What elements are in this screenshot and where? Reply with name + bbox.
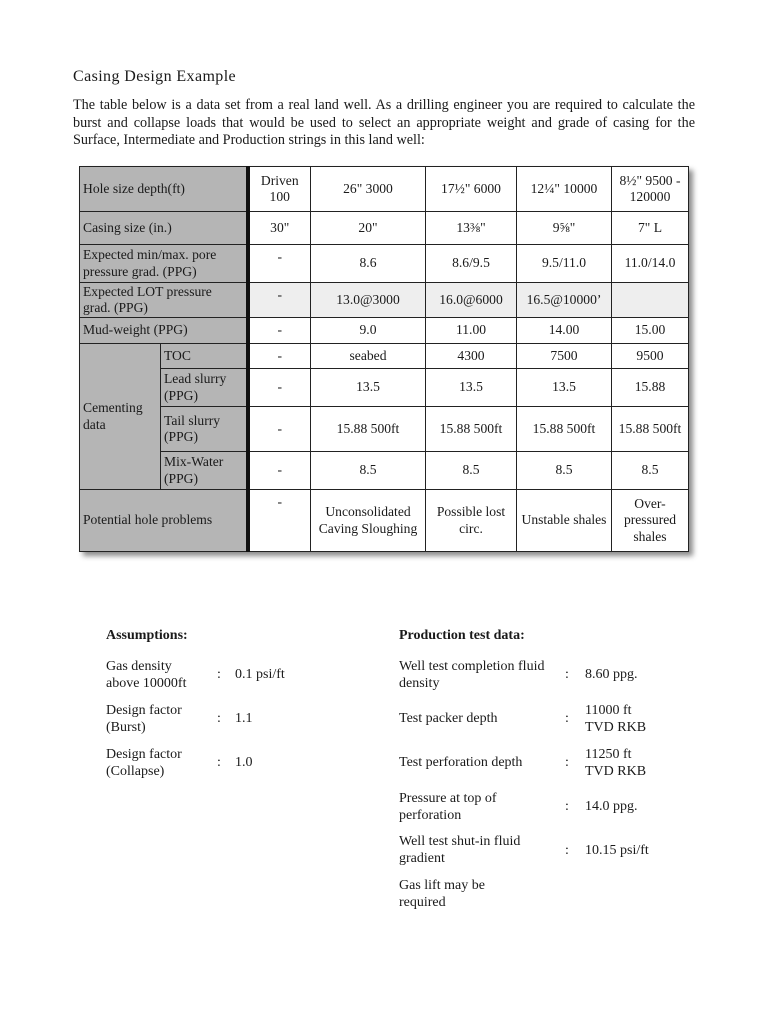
cell-lead-2: 13.5 xyxy=(311,369,426,407)
cell-tail-4: 15.88 500ft xyxy=(517,407,612,452)
table-row-lot-pressure xyxy=(80,283,689,318)
cell-mix-4: 8.5 xyxy=(517,452,612,490)
cell-casing-size-1: 30" xyxy=(248,212,311,245)
assumption-separator: : xyxy=(217,755,221,770)
production-value: 11250 ft TVD RKB xyxy=(585,747,647,779)
assumption-separator: : xyxy=(217,667,221,682)
cell-pore-1: - xyxy=(248,245,311,283)
table-row-problems xyxy=(80,490,689,552)
cell-mix-5: 8.5 xyxy=(612,452,689,490)
cell-lot-1: - xyxy=(248,283,311,318)
table-row-pore-pressure xyxy=(80,245,689,283)
row-label-tail-slurry: Tail slurry (PPG) xyxy=(161,407,248,452)
assumptions-title: Assumptions: xyxy=(106,628,188,643)
row-label-pore-pressure: Expected min/max. pore pressure grad. (PPG) xyxy=(80,245,248,283)
table-row-mud-weight xyxy=(80,318,689,344)
cell-pore-3: 8.6/9.5 xyxy=(426,245,517,283)
assumption-label: Gas density above 10000ft xyxy=(106,659,187,691)
table-row-mix-water xyxy=(80,452,689,490)
production-separator: : xyxy=(565,667,569,682)
cell-pore-5: 11.0/14.0 xyxy=(612,245,689,283)
row-label-cementing: Cementing data xyxy=(80,344,161,490)
production-label: Test perforation depth xyxy=(399,755,523,770)
cell-problems-5: Over-pressured shales xyxy=(612,490,689,552)
row-label-hole-size: Hole size depth(ft) xyxy=(80,167,248,212)
cell-hole-size-4: 12¼" 10000 xyxy=(517,167,612,212)
cell-problems-3: Possible lost circ. xyxy=(426,490,517,552)
cell-mud-5: 15.00 xyxy=(612,318,689,344)
row-label-lot-pressure: Expected LOT pressure grad. (PPG) xyxy=(80,283,248,318)
cell-mix-1: - xyxy=(248,452,311,490)
cell-lead-3: 13.5 xyxy=(426,369,517,407)
cell-hole-size-5: 8½" 9500 - 120000 xyxy=(612,167,689,212)
assumption-label: Design factor (Burst) xyxy=(106,703,182,735)
production-label: Gas lift may be required xyxy=(399,878,485,910)
production-title: Production test data: xyxy=(399,628,525,643)
cell-toc-1: - xyxy=(248,344,311,369)
cell-hole-size-1: Driven 100 xyxy=(248,167,311,212)
assumption-separator: : xyxy=(217,711,221,726)
cell-hole-size-3: 17½" 6000 xyxy=(426,167,517,212)
row-label-casing-size: Casing size (in.) xyxy=(80,212,248,245)
cell-toc-3: 4300 xyxy=(426,344,517,369)
document-title: Casing Design Example xyxy=(73,68,237,85)
cell-toc-4: 7500 xyxy=(517,344,612,369)
production-label: Test packer depth xyxy=(399,711,498,726)
cell-lot-4: 16.5@10000’ xyxy=(517,283,612,318)
intro-paragraph: The table below is a data set from a real land well. As a drilling engineer you are required to calculate the burst and collapse loads that would be used to select an appropriate weight and grade of casing for the Surface, Intermediate and Production strings in this land well: xyxy=(73,97,695,148)
production-value: 8.60 ppg. xyxy=(585,667,638,682)
cell-mud-1: - xyxy=(248,318,311,344)
production-label: Well test completion fluid density xyxy=(399,659,545,691)
cell-casing-size-5: 7" L xyxy=(612,212,689,245)
assumption-value: 1.0 xyxy=(235,755,253,770)
cell-lead-5: 15.88 xyxy=(612,369,689,407)
cell-casing-size-3: 13⅜" xyxy=(426,212,517,245)
production-value: 10.15 psi/ft xyxy=(585,843,649,858)
cell-lead-4: 13.5 xyxy=(517,369,612,407)
cell-mix-3: 8.5 xyxy=(426,452,517,490)
cell-mud-3: 11.00 xyxy=(426,318,517,344)
production-value: 14.0 ppg. xyxy=(585,799,638,814)
cell-tail-3: 15.88 500ft xyxy=(426,407,517,452)
assumption-label: Design factor (Collapse) xyxy=(106,747,182,779)
row-label-lead-slurry: Lead slurry (PPG) xyxy=(161,369,248,407)
production-separator: : xyxy=(565,755,569,770)
cell-tail-2: 15.88 500ft xyxy=(311,407,426,452)
cell-problems-1: - xyxy=(248,490,311,552)
production-label: Well test shut-in fluid gradient xyxy=(399,834,521,866)
cell-casing-size-4: 9⅝" xyxy=(517,212,612,245)
cell-pore-4: 9.5/11.0 xyxy=(517,245,612,283)
production-separator: : xyxy=(565,711,569,726)
cell-toc-5: 9500 xyxy=(612,344,689,369)
cell-lot-3: 16.0@6000 xyxy=(426,283,517,318)
cell-mud-2: 9.0 xyxy=(311,318,426,344)
cell-problems-4: Unstable shales xyxy=(517,490,612,552)
cell-tail-5: 15.88 500ft xyxy=(612,407,689,452)
table-row-tail-slurry xyxy=(80,407,689,452)
production-separator: : xyxy=(565,843,569,858)
cell-mix-2: 8.5 xyxy=(311,452,426,490)
casing-table-wrapper xyxy=(79,166,689,552)
production-separator: : xyxy=(565,799,569,814)
cell-hole-size-2: 26" 3000 xyxy=(311,167,426,212)
cell-pore-2: 8.6 xyxy=(311,245,426,283)
cell-tail-1: - xyxy=(248,407,311,452)
production-value: 11000 ft TVD RKB xyxy=(585,703,647,735)
cell-lot-2: 13.0@3000 xyxy=(311,283,426,318)
row-label-problems: Potential hole problems xyxy=(80,490,248,552)
assumption-value: 0.1 psi/ft xyxy=(235,667,285,682)
table-row-hole-size xyxy=(80,167,689,212)
casing-data-table xyxy=(79,166,689,552)
assumption-value: 1.1 xyxy=(235,711,253,726)
table-row-lead-slurry xyxy=(80,369,689,407)
cell-casing-size-2: 20" xyxy=(311,212,426,245)
cell-lot-5 xyxy=(612,283,689,318)
cell-problems-2: Unconsolidated Caving Sloughing xyxy=(311,490,426,552)
cell-toc-2: seabed xyxy=(311,344,426,369)
row-label-toc: TOC xyxy=(161,344,248,369)
cell-lead-1: - xyxy=(248,369,311,407)
row-label-mud-weight: Mud-weight (PPG) xyxy=(80,318,248,344)
production-label: Pressure at top of perforation xyxy=(399,791,497,823)
table-row-toc xyxy=(80,344,689,369)
row-label-mix-water: Mix-Water (PPG) xyxy=(161,452,248,490)
cell-mud-4: 14.00 xyxy=(517,318,612,344)
table-row-casing-size xyxy=(80,212,689,245)
